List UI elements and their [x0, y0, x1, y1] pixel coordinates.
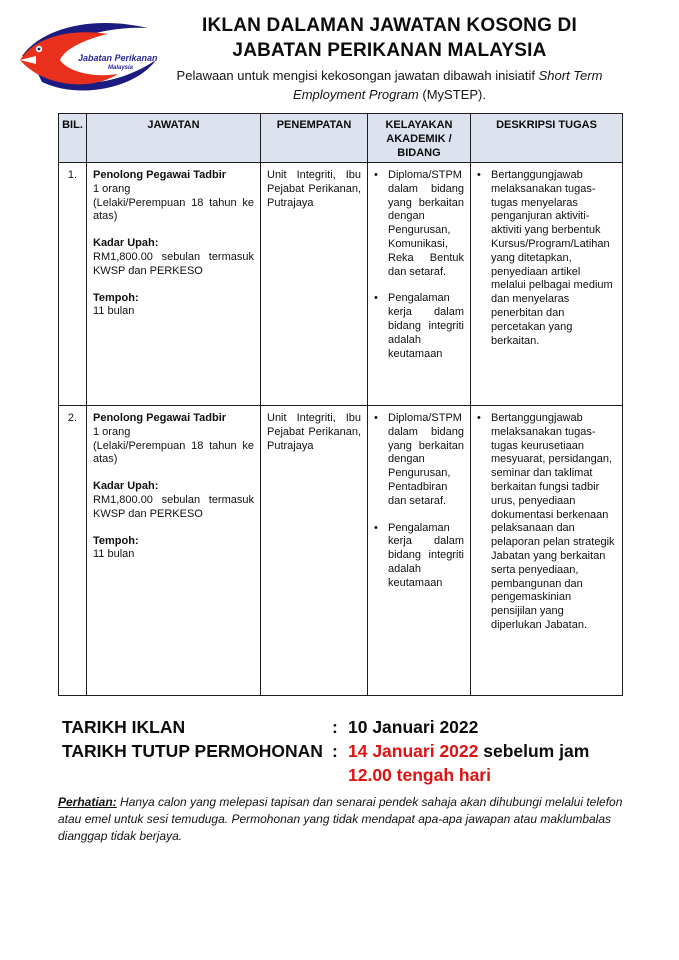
bullet-icon: • — [374, 292, 378, 305]
tarikh-tutup-label: TARIKH TUTUP PERMOHONAN — [62, 741, 323, 761]
spacer — [93, 279, 254, 292]
bullet-icon: • — [477, 169, 481, 181]
cell-penempatan: Unit Integriti, Ibu Pejabat Perikanan, Putrajaya — [261, 163, 368, 406]
cell-kelayakan — [368, 163, 471, 406]
bullet-icon: • — [374, 412, 378, 424]
cell-jawatan — [87, 163, 261, 406]
position-count: 1 orang — [93, 425, 131, 438]
spacer — [374, 509, 464, 522]
bullet-icon: • — [374, 521, 378, 534]
tempoh-value: 11 bulan — [93, 548, 135, 561]
deskripsi-bullet-1: • Bertanggungjawab melaksanakan tugas-tugas menyelaras penganjuran aktiviti-aktiviti yang berbentuk Kursus/Program/Latihan yang ditetapkan, penyediaan artikel melalui pelbagai medium dan menyelaras penerbitan dan percetakan yang berkaitan. — [477, 169, 613, 347]
cell-bil: 1. — [59, 163, 87, 406]
tempoh-label: Tempoh: — [93, 291, 139, 304]
tarikh-iklan-label: TARIKH IKLAN — [62, 717, 186, 737]
cell-jawatan — [87, 406, 261, 696]
fish-logo-icon — [16, 16, 166, 96]
bullet-icon: • — [374, 169, 378, 181]
jabatan-perikanan-logo — [16, 16, 166, 96]
col-header-bil: BIL. — [59, 114, 87, 163]
kelayakan-bullet-1: • Diploma/STPM dalam bidang yang berkaitan dengan Pengurusan, Komunikasi, Reka Bentuk dan setaraf. — [374, 169, 464, 278]
kadar-upah-label: Kadar Upah: — [93, 237, 159, 250]
position-count: 1 orang — [93, 182, 131, 195]
kelayakan-bullet-2: • Pengalaman kerja dalam bidang integriti adalah keutamaan — [374, 521, 464, 589]
subtitle-suffix: (MySTEP). — [418, 87, 486, 102]
closing-time: 12.00 tengah hari — [348, 765, 491, 785]
col-header-kelayakan: KELAYAKAN AKADEMIK / BIDANG — [368, 114, 471, 163]
subtitle-prefix: Pelawaan untuk mengisi kekosongan jawatan dibawah inisiatif — [176, 68, 539, 83]
kadar-upah-value: RM1,800.00 sebulan termasuk KWSP dan PERKESO — [93, 493, 254, 520]
note-label: Perhatian: — [58, 795, 117, 809]
kelayakan-bullet-1: • Diploma/STPM dalam bidang yang berkaitan dengan Pengurusan, Pentadbiran dan setaraf. — [374, 412, 464, 507]
table-header-row — [59, 114, 623, 163]
closing-date: 14 Januari 2022 — [348, 741, 479, 761]
position-criteria: (Lelaki/Perempuan 18 tahun ke atas) — [93, 439, 254, 466]
tarikh-iklan-value: 10 Januari 2022 — [348, 717, 479, 737]
spacer — [93, 467, 254, 480]
note-text: Hanya calon yang melepasi tapisan dan senarai pendek sahaja akan dihubungi melalui telefon atau emel untuk sesi temuduga. Permohonan yang tidak mendapat apa-apa jawapan atau maklumbalas dianggap tidak berjaya. — [58, 795, 623, 843]
spacer — [93, 522, 254, 535]
bullet-icon: • — [477, 412, 481, 424]
cell-penempatan: Unit Integriti, Ibu Pejabat Perikanan, Putrajaya — [261, 406, 368, 696]
vacancy-table — [58, 113, 623, 696]
tempoh-label: Tempoh: — [93, 534, 139, 547]
kelayakan-bullet-2: • Pengalaman kerja dalam bidang integriti adalah keutamaan — [374, 292, 464, 360]
position-title: Penolong Pegawai Tadbir — [93, 412, 227, 424]
cell-bil: 2. — [59, 406, 87, 696]
title-line-1: IKLAN DALAMAN JAWATAN KOSONG DI — [202, 15, 577, 36]
title-line-2: JABATAN PERIKANAN MALAYSIA — [232, 40, 547, 61]
table-row — [59, 163, 623, 406]
document-header — [0, 0, 679, 104]
kadar-upah-label: Kadar Upah: — [93, 480, 159, 493]
cell-deskripsi — [471, 406, 623, 696]
colon: : — [332, 717, 338, 737]
kadar-upah-value: RM1,800.00 sebulan termasuk KWSP dan PERKESO — [93, 250, 254, 277]
logo-text-line1: Jabatan Perikanan — [78, 53, 158, 63]
spacer — [93, 224, 254, 237]
col-header-jawatan: JAWATAN — [87, 114, 261, 163]
dates-section — [62, 715, 622, 787]
table-row — [59, 406, 623, 696]
deskripsi-bullet-1: • Bertanggungjawab melaksanakan tugas-tugas keurusetiaan mesyuarat, persidangan, seminar dan taklimat berkaitan fungsi tadbir urus, penyediaan dokumentasi berkenaan pelaksanaan dan pelaporan pelan strategik Jabatan yang berkaitan serta penyediaan, pembangunan dan pengemaskinian pensijilan yang diperlukan Jabatan. — [477, 412, 615, 631]
col-header-deskripsi: DESKRIPSI TUGAS — [471, 114, 623, 163]
document-subtitle — [155, 66, 625, 104]
tarikh-tutup-row — [62, 739, 622, 787]
position-criteria: (Lelaki/Perempuan 18 tahun ke atas) — [93, 196, 254, 223]
logo-text-line2: Malaysia — [108, 65, 134, 71]
tempoh-value: 11 bulan — [93, 305, 135, 318]
cell-kelayakan — [368, 406, 471, 696]
colon: : — [332, 741, 338, 761]
closing-date-suffix: sebelum jam — [478, 741, 590, 761]
tarikh-tutup-value — [348, 739, 622, 787]
spacer — [374, 279, 464, 292]
cell-deskripsi — [471, 163, 623, 406]
col-header-penempatan: PENEMPATAN — [261, 114, 368, 163]
document-title — [140, 13, 639, 63]
tarikh-iklan-row — [62, 715, 622, 739]
subtitle-italic-phrase: Short Term Employment Program — [293, 68, 603, 102]
attention-note — [58, 794, 624, 845]
position-title: Penolong Pegawai Tadbir — [93, 169, 227, 181]
